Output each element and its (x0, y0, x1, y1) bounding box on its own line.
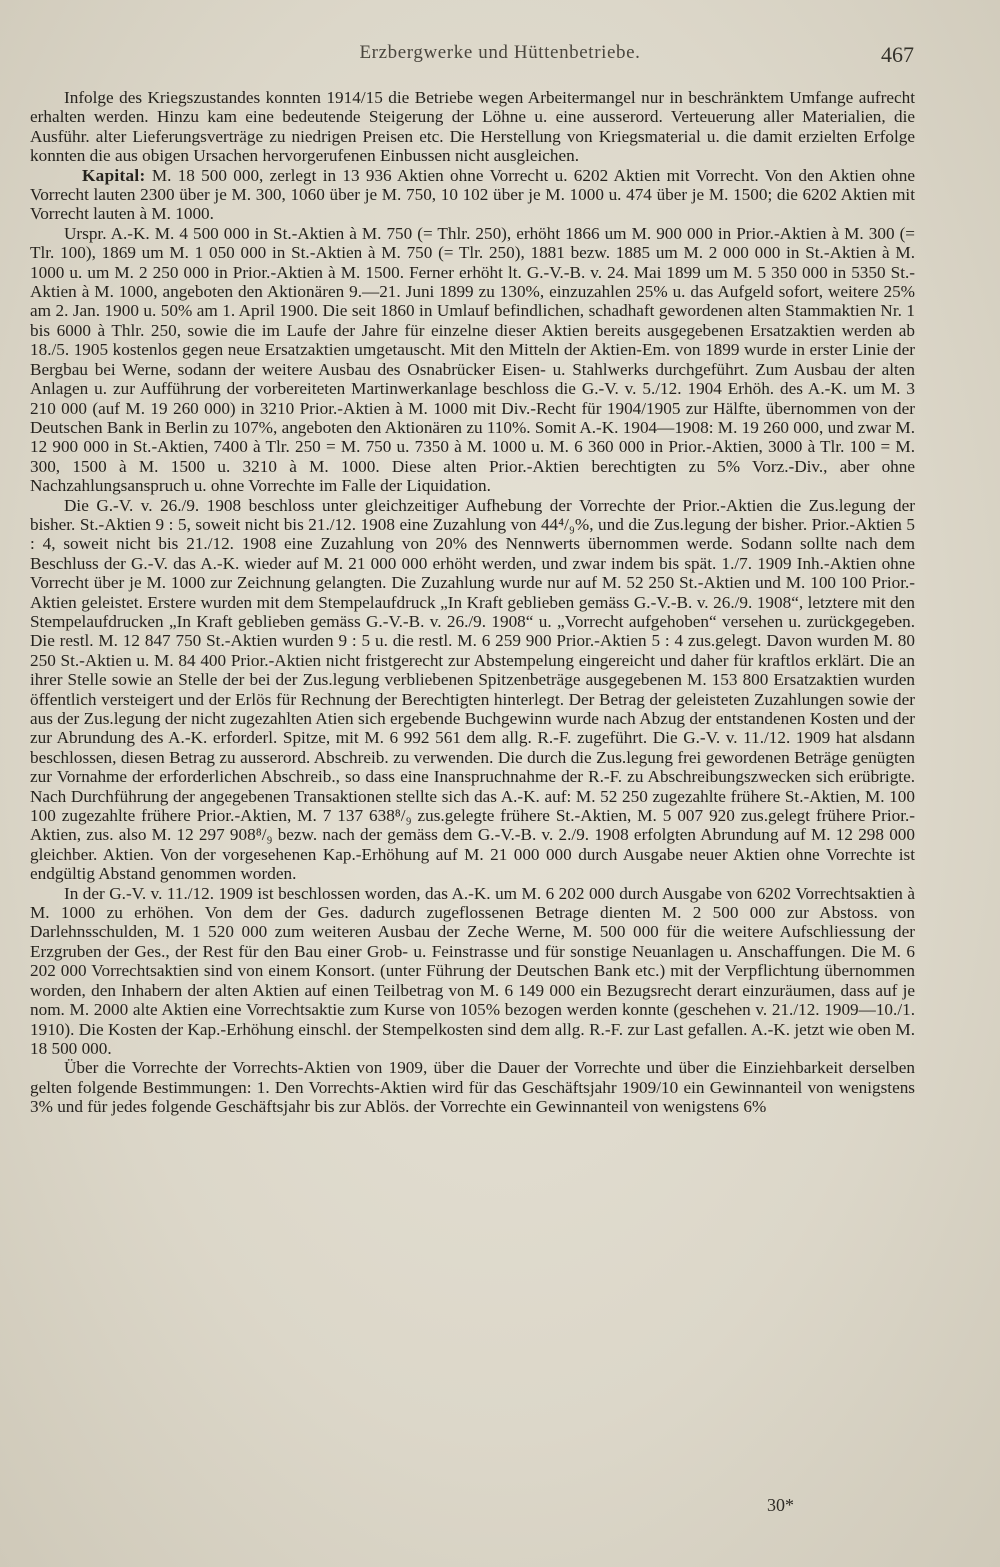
body-text (30, 88, 915, 1117)
paragraph-text: Über die Vorrechte der Vorrechts-Aktien von 1909, über die Dauer der Vorrechte und über die Einziehbarkeit derselben gelten folgende Bestimmungen: 1. Den Vorrechts-Aktien wird für das Geschäftsjahr 1909/10 ein Gewinnanteil von wenigstens 3% und für jedes folgende Geschäftsjahr bis zur Ablös. der Vorrechte ein Gewinnanteil von wenigstens 6% (30, 1058, 915, 1117)
paragraph-war-impact (30, 88, 915, 166)
paragraph-text: Infolge des Kriegszustandes konnten 1914/15 die Betriebe wegen Arbeitermangel nur in beschränktem Umfange aufrecht erhalten werden. Hinzu kam eine bedeutende Steigerung der Löhne u. eine ausserord. Verteuerung aller Materialien, die Ausführ. alter Lieferungsverträge zu niedrigen Preisen etc. Die Herstellung von Kriegsmaterial u. die damit erzielten Erfolge konnten die aus obigen Ursachen hervorgerufenen Einbussen nicht ausgleichen. (30, 88, 915, 166)
paragraph-text: Urspr. A.-K. M. 4 500 000 in St.-Aktien à M. 750 (= Thlr. 250), erhöht 1866 um M. 900 000 in Prior.-Aktien à M. 300 (= Tlr. 100), 1869 um M. 1 050 000 in St.-Aktien à M. 750 (= Tlr. 250), 1881 bezw. 1885 um M. 2 000 000 in St.-Aktien à M. 1000 u. um M. 2 250 000 in Prior.-Aktien à M. 1500. Ferner erhöht lt. G.-V.-B. v. 24. Mai 1899 um M. 5 350 000 in 5350 St.-Aktien à M. 1000, angeboten den Aktionären 9.—21. Juni 1899 zu 130%, einzuzahlen 25% u. das Aufgeld sofort, weitere 25% am 2. Jan. 1900 u. 50% am 1. April 1900. Die seit 1860 in Umlauf befindlichen, schadhaft gewordenen alten Stammaktien Nr. 1 bis 6000 à Thlr. 250, sowie die im Laufe der Jahre für einzelne dieser Aktien bereits ausgegebenen Ersatzaktien werden ab 18./5. 1905 kostenlos gegen neue Ersatzaktien umgetauscht. Mit den Mitteln der Aktien-Em. von 1899 wurde in erster Linie der Bergbau bei Werne, sodann der weitere Ausbau des Osnabrücker Eisen- u. Stahlwerks durchgeführt. Zum Ausbau der alten Anlagen u. zur Aufführung der vorbereiteten Martinwerkanlage beschloss die G.-V. v. 5./12. 1904 Erhöh. des A.-K. um M. 3 210 000 (auf M. 19 260 000) in 3210 Prior.-Aktien à M. 1000 mit Div.-Recht für 1904/1905 zur Hälfte, übernommen von der Deutschen Bank in Berlin zu 107%, angeboten den Aktionären zu 110%. Somit A.-K. 1904—1908: M. 19 260 000, und zwar M. 12 900 000 in St.-Aktien, 7400 à Tlr. 250 = M. 750 u. 7350 à M. 1000 u. M. 6 360 000 in Prior.-Aktien, 3000 à Tlr. 100 = M. 300, 1500 à M. 1500 u. 3210 à M. 1000. Diese alten Prior.-Aktien berechtigten zu 5% Vorz.-Div., aber ohne Nachzahlungsanspruch u. ohne Vorrechte im Falle der Liquidation. (30, 223, 915, 496)
running-title: Erzbergwerke und Hüttenbetriebe. (359, 42, 641, 63)
paragraph-preference-rights (30, 1058, 915, 1116)
paragraph-text: M. 18 500 000, zerlegt in 13 936 Aktien ohne Vorrecht u. 6202 Aktien mit Vorrecht. Von den Aktien ohne Vorrecht lauten 2300 über je M. 300, 1060 über je M. 750, 10 102 über je M. 1000 u. 474 über je M. 1500; die 6202 Aktien mit Vorrecht lauten à M. 1000. (30, 165, 915, 224)
paragraph-capital-history (30, 224, 915, 496)
page-number: 467 (881, 42, 914, 67)
paragraph-general-meeting-1908 (30, 496, 915, 884)
capital-heading: Kapital: (82, 165, 146, 185)
paragraph-general-meeting-1909 (30, 884, 915, 1059)
paragraph-text: Die G.-V. v. 26./9. 1908 beschloss unter gleichzeitiger Aufhebung der Vorrechte der Prior.-Aktien die Zus.legung der bisher. St.-Aktien 9 : 5, soweit nicht bis 21./12. 1908 eine Zuzahlung von 44⁴/₉%, und die Zus.legung der bisher. Prior.-Aktien 5 : 4, soweit nicht bis 21./12. 1908 eine Zuzahlung von 20% des Nennwerts übernommen werde. Sodann sollte nach dem Beschluss der G.-V. das A.-K. wieder auf M. 21 000 000 erhöht werden, und zwar indem bis spät. 1./7. 1909 Inh.-Aktien ohne Vorrecht über je M. 1000 zur Zeichnung gelangten. Die Zuzahlung wurde nur auf M. 52 250 St.-Aktien und M. 100 100 Prior.-Aktien geleistet. Erstere wurden mit dem Stempelaufdruck „In Kraft geblieben gemäss G.-V.-B. v. 26./9. 1908“, letztere mit den Stempelaufdrucken „In Kraft geblieben gemäss G.-V.-B. v. 26./9. 1908“ u. „Vorrecht aufgehoben“ versehen u. zurückgegeben. Die restl. M. 12 847 750 St.-Aktien wurden 9 : 5 u. die restl. M. 6 259 900 Prior.-Aktien 5 : 4 zus.gelegt. Davon wurden M. 80 250 St.-Aktien u. M. 84 400 Prior.-Aktien nicht fristgerecht zur Abstempelung eingereicht und daher für kraftlos erklärt. Die an ihrer Stelle sowie an Stelle der bei der Zus.legung verbliebenen Spitzenbeträge ausgegebenen M. 153 800 Ersatzaktien wurden öffentlich versteigert und der Erlös für Rechnung der Berechtigten hinterlegt. Der Betrag der geleisteten Zuzahlungen sowie der aus der Zus.legung der nicht zugezahlten Atien sich ergebende Buchgewinn wurde nach Abzug der entstandenen Kosten und der zur Abrundung des A.-K. erforderl. Spitze, mit M. 6 992 561 dem allg. R.-F. zugeführt. Die G.-V. v. 11./12. 1909 hat alsdann beschlossen, diesen Betrag zu ausserord. Abschreib. zu verwenden. Die durch die Zus.legung frei gewordenen Beträge genügten zur Vornahme der erforderlichen Abschreib., so dass eine Inanspruchnahme der R.-F. zu Abschreibungszwecken sich erübrigte. Nach Durchführung der angegebenen Transaktionen stellte sich das A.-K. auf: M. 52 250 zugezahlte frühere St.-Aktien, M. 100 100 zugezahlte frühere Prior.-Aktien, M. 7 137 638⁸/₉ zus.gelegte frühere St.-Aktien, M. 5 007 920 zus.gelegt frühere Prior.-Aktien, zus. also M. 12 297 908⁸/₉ bezw. nach der gemäss dem G.-V.-B. v. 2./9. 1908 erfolgten Abrundung auf M. 12 298 000 gleichber. Aktien. Von der vorgesehenen Kap.-Erhöhung auf M. 21 000 000 durch Ausgabe neuer Aktien ohne Vorrechte ist endgültig Abstand genommen worden. (30, 495, 915, 884)
page-header (0, 42, 1000, 72)
signature-mark: 30* (767, 1495, 794, 1515)
paragraph-text: In der G.-V. v. 11./12. 1909 ist beschlossen worden, das A.-K. um M. 6 202 000 durch Ausgabe von 6202 Vorrechtsaktien à M. 1000 zu erhöhen. Von dem der Ges. dadurch zugeflossenen Betrage dienten M. 2 500 000 zur Abstoss. von Darlehnsschulden, M. 1 520 000 zum weiteren Ausbau der Zeche Werne, M. 500 000 für die weitere Aufschliessung der Erzgruben der Ges., der Rest für den Bau einer Grob- u. Feinstrasse und für sonstige Neuanlagen u. Anschaffungen. Die M. 6 202 000 Vorrechtsaktien sind von einem Konsort. (unter Führung der Deutschen Bank etc.) mit der Verpflichtung übernommen worden, den Inhabern der alten Aktien auf einen Teilbetrag von M. 6 149 000 ein Bezugsrecht derart einzuräumen, dass auf je nom. M. 2000 alte Aktien eine Vorrechtsaktie zum Kurse von 105% bezogen werden konnte (geschehen v. 21./12. 1909—10./1. 1910). Die Kosten der Kap.-Erhöhung einschl. der Stempelkosten sind dem allg. R.-F. zur Last gefallen. A.-K. jetzt wie oben M. 18 500 000. (30, 883, 915, 1058)
paragraph-capital (30, 166, 915, 224)
